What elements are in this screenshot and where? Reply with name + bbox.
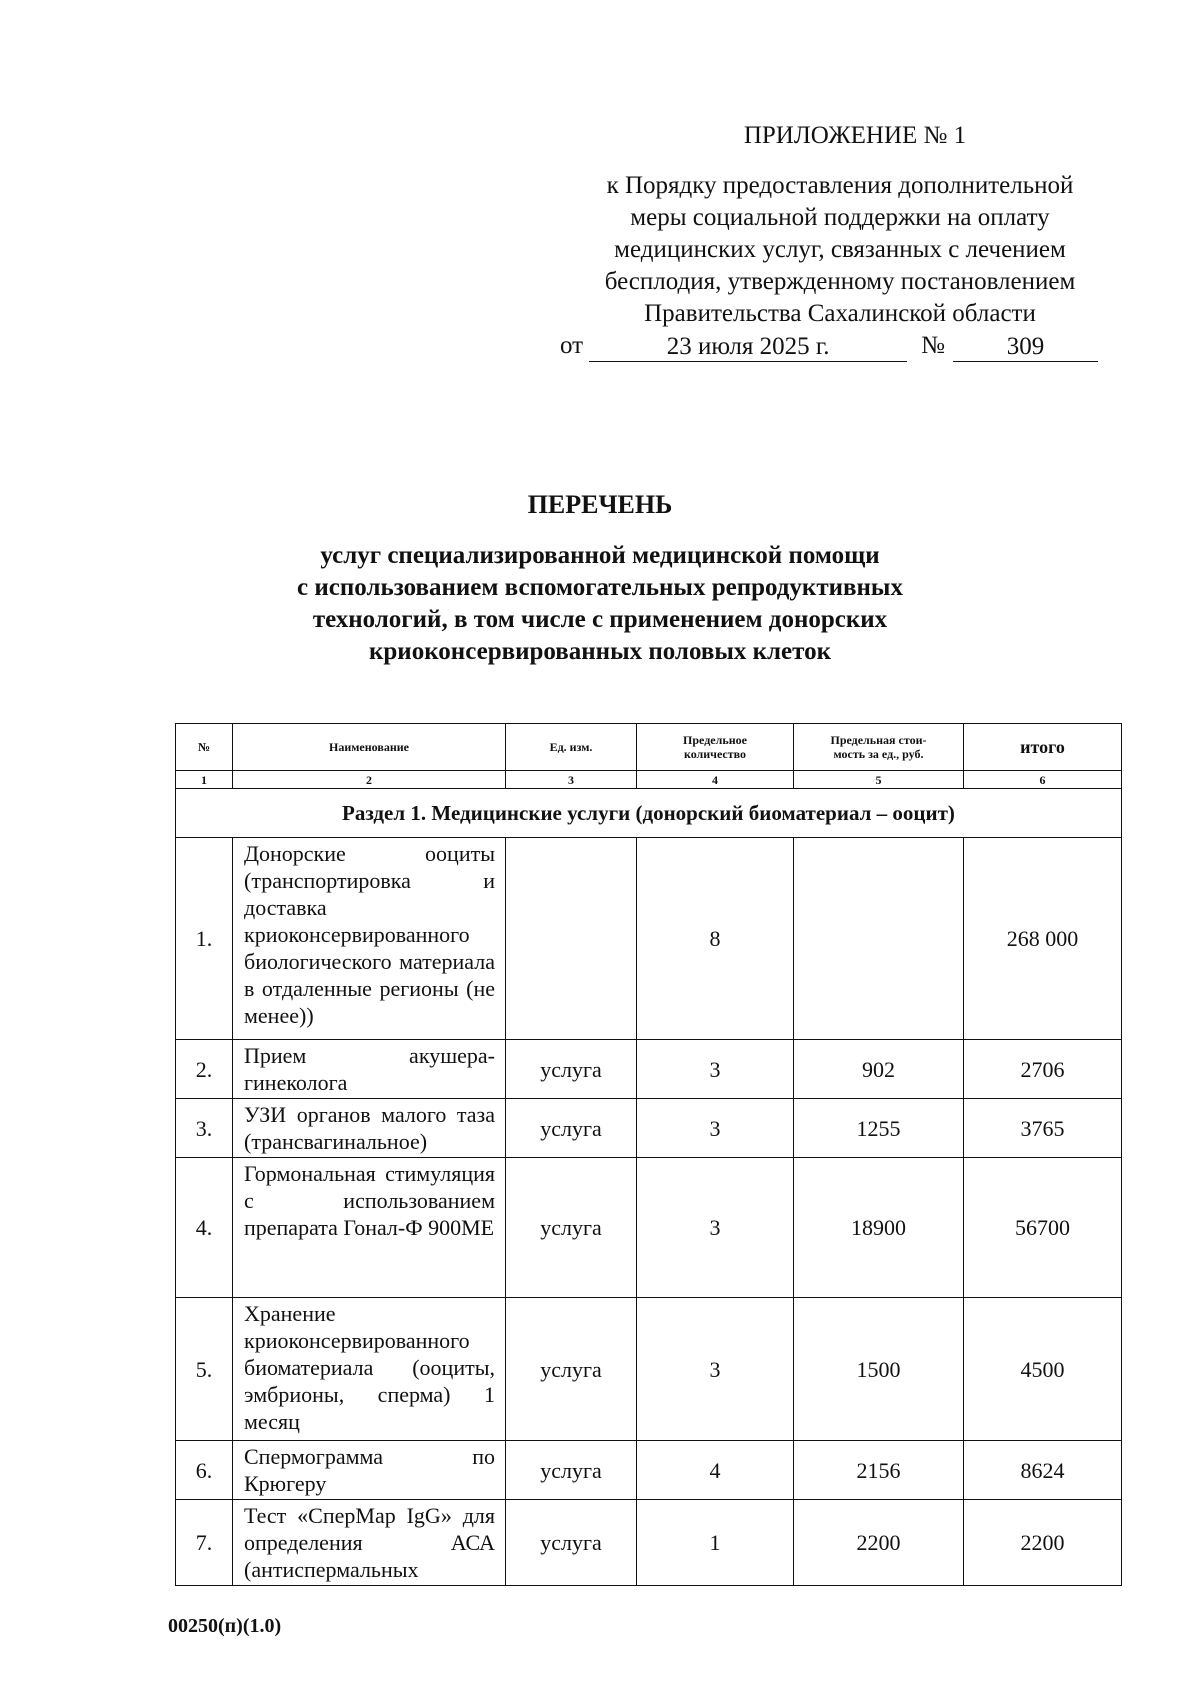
- table-row: [176, 838, 1122, 1040]
- row-qty: 3: [637, 1040, 794, 1099]
- row-name: Прием акушера-гинеколога: [233, 1040, 506, 1099]
- section-row: [176, 789, 1122, 838]
- appendix-line: Правительства Сахалинской области: [644, 300, 1036, 327]
- subtitle-line: криоконсервированных половых клеток: [369, 638, 831, 665]
- row-unit: [506, 838, 637, 1040]
- row-total: 56700: [964, 1158, 1122, 1298]
- col-header-price-line: Предельная стои-: [830, 733, 927, 747]
- row-price: 18900: [794, 1158, 964, 1298]
- appendix-line: медицинских услуг, связанных с лечением: [614, 236, 1066, 263]
- column-number: 1: [176, 771, 233, 789]
- subtitle-line: технологий, в том числе с применением донорских: [312, 606, 888, 633]
- table-row: [176, 1158, 1122, 1298]
- col-header-qty-line: количество: [683, 747, 747, 761]
- list-subtitle: [0, 540, 1200, 668]
- row-unit: услуга: [506, 1500, 637, 1586]
- row-total: 2200: [964, 1500, 1122, 1586]
- row-name: Тест «СперМар IgG» для определения АСА (антиспермальных: [233, 1500, 506, 1586]
- row-unit: услуга: [506, 1099, 637, 1158]
- appendix-title: ПРИЛОЖЕНИЕ № 1: [743, 122, 967, 149]
- number-label: №: [921, 332, 945, 359]
- row-total: 2706: [964, 1040, 1122, 1099]
- row-num: 4.: [176, 1158, 233, 1298]
- column-number: 5: [794, 771, 964, 789]
- resolution-number: 309: [953, 333, 1098, 362]
- col-header-num: №: [176, 724, 233, 771]
- column-number: 6: [964, 771, 1122, 789]
- col-header-qty-line: Предельное: [683, 733, 747, 747]
- row-num: 5.: [176, 1298, 233, 1441]
- table-row: [176, 1040, 1122, 1099]
- table-header-row: [176, 724, 1122, 771]
- table-row: [176, 1441, 1122, 1500]
- subtitle-line: с использованием вспомогательных репродуктивных: [297, 574, 903, 601]
- table-row: [176, 1298, 1122, 1441]
- col-header-price-line: мость за ед., руб.: [833, 747, 924, 761]
- row-total: 3765: [964, 1099, 1122, 1158]
- row-num: 3.: [176, 1099, 233, 1158]
- row-name: Гормональная стимуляция с использованием препарата Гонал-Ф 900МЕ: [233, 1158, 506, 1298]
- row-name: Хранение криоконсервированного биоматериала (ооциты, эмбрионы, сперма) 1 месяц: [233, 1298, 506, 1441]
- row-num: 1.: [176, 838, 233, 1040]
- resolution-date: 23 июля 2025 г.: [589, 333, 907, 362]
- list-title: ПЕРЕЧЕНЬ: [527, 490, 673, 519]
- row-qty: 3: [637, 1158, 794, 1298]
- row-price: 1255: [794, 1099, 964, 1158]
- section-title: Раздел 1. Медицинские услуги (донорский биоматериал – ооцит): [176, 789, 1122, 838]
- row-price: 2200: [794, 1500, 964, 1586]
- column-number-row: [176, 771, 1122, 789]
- document-code: 00250(п)(1.0): [168, 1615, 282, 1637]
- table-row: [176, 1500, 1122, 1586]
- row-qty: 1: [637, 1500, 794, 1586]
- col-header-total: итого: [964, 724, 1122, 771]
- col-header-name: Наименование: [233, 724, 506, 771]
- row-price: 902: [794, 1040, 964, 1099]
- row-unit: услуга: [506, 1040, 637, 1099]
- column-number: 3: [506, 771, 637, 789]
- row-unit: услуга: [506, 1441, 637, 1500]
- row-qty: 4: [637, 1441, 794, 1500]
- row-total: 8624: [964, 1441, 1122, 1500]
- row-name: УЗИ органов малого таза (трансвагинальное): [233, 1099, 506, 1158]
- row-name: Спермограмма по Крюгеру: [233, 1441, 506, 1500]
- appendix-header: [560, 120, 1120, 362]
- column-number: 2: [233, 771, 506, 789]
- row-name: Донорские ооциты (транспортировка и доставка криоконсервированного биологического материала в отдаленные регионы (не менее)): [233, 838, 506, 1040]
- appendix-line: к Порядку предоставления дополнительной: [606, 172, 1074, 199]
- appendix-line: бесплодия, утвержденному постановлением: [604, 268, 1076, 295]
- row-price: 1500: [794, 1298, 964, 1441]
- row-num: 6.: [176, 1441, 233, 1500]
- column-number: 4: [637, 771, 794, 789]
- row-num: 7.: [176, 1500, 233, 1586]
- col-header-qty: [637, 724, 794, 771]
- row-total: 4500: [964, 1298, 1122, 1441]
- appendix-line: меры социальной поддержки на оплату: [630, 204, 1050, 231]
- row-unit: услуга: [506, 1298, 637, 1441]
- row-price: [794, 838, 964, 1040]
- row-qty: 3: [637, 1298, 794, 1441]
- row-num: 2.: [176, 1040, 233, 1099]
- row-qty: 8: [637, 838, 794, 1040]
- row-total: 268 000: [964, 838, 1122, 1040]
- row-price: 2156: [794, 1441, 964, 1500]
- table-row: [176, 1099, 1122, 1158]
- date-label: от: [560, 332, 584, 359]
- row-qty: 3: [637, 1099, 794, 1158]
- col-header-price: [794, 724, 964, 771]
- services-table: [175, 723, 1122, 1586]
- col-header-unit: Ед. изм.: [506, 724, 637, 771]
- resolution-reference: [560, 330, 1120, 362]
- row-unit: услуга: [506, 1158, 637, 1298]
- subtitle-line: услуг специализированной медицинской помощи: [320, 542, 880, 569]
